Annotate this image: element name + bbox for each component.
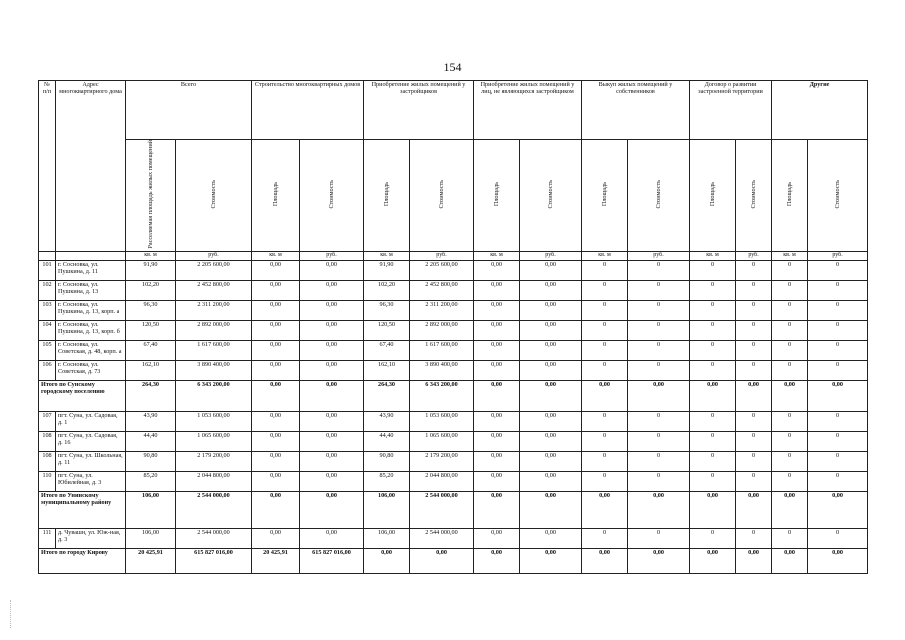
total-value: 0,00: [582, 548, 628, 573]
row-value: 2 205 600,00: [176, 260, 252, 280]
row-value: 91,90: [126, 260, 176, 280]
row-address: г. Сосновка, ул. Советская, д. 73: [56, 360, 126, 380]
row-address: пгт. Суна, ул. Садовая, д. 16: [56, 431, 126, 451]
row-value: 0: [582, 340, 628, 360]
unit-sqm: кв. м: [582, 251, 628, 260]
total-value: 0,00: [808, 380, 868, 411]
header-territory: Договор о развитии застроенной территории: [690, 81, 772, 140]
scan-edge-mark: [10, 600, 13, 628]
row-value: 0: [808, 471, 868, 491]
row-value: 0,00: [252, 411, 300, 431]
row-value: 0,00: [252, 471, 300, 491]
row-value: 0,00: [300, 431, 364, 451]
subheader-cost: Стоимость: [327, 180, 335, 209]
row-value: 1 053 600,00: [176, 411, 252, 431]
row-value: 0,00: [474, 471, 520, 491]
row-value: 44,40: [126, 431, 176, 451]
row-value: 102,20: [364, 280, 410, 300]
row-value: 43,90: [126, 411, 176, 431]
row-value: 0,00: [252, 280, 300, 300]
row-value: 0,00: [520, 260, 582, 280]
row-value: 0,00: [300, 340, 364, 360]
row-number: 107: [39, 411, 56, 431]
row-value: 0: [582, 360, 628, 380]
row-value: 96,30: [364, 300, 410, 320]
row-value: 0,00: [474, 451, 520, 471]
row-value: 0: [736, 320, 772, 340]
table-row: [39, 280, 868, 300]
row-value: 0,00: [520, 320, 582, 340]
row-number: 104: [39, 320, 56, 340]
row-number: 101: [39, 260, 56, 280]
row-value: 0: [690, 528, 736, 548]
row-value: 0,00: [252, 451, 300, 471]
row-value: 0,00: [300, 320, 364, 340]
unit-sqm: кв. м: [772, 251, 808, 260]
row-value: 3 890 400,00: [176, 360, 252, 380]
total-value: 615 827 016,00: [176, 548, 252, 573]
total-value: 0,00: [628, 380, 690, 411]
row-value: 0: [628, 411, 690, 431]
row-value: 0: [772, 431, 808, 451]
total-value: 0,00: [690, 548, 736, 573]
unit-rub: руб.: [808, 251, 868, 260]
subheader-area: Площадь: [382, 182, 390, 207]
subheader-cost: Стоимость: [749, 180, 757, 209]
unit-sqm: кв. м: [252, 251, 300, 260]
row-value: 0,00: [252, 320, 300, 340]
row-value: 162,10: [364, 360, 410, 380]
total-value: 20 425,91: [252, 548, 300, 573]
header-purchase-other: Приобретение жилых помещений у лиц, не являющихся застройщиком: [474, 81, 582, 140]
unit-rub: руб.: [520, 251, 582, 260]
row-value: 2 179 200,00: [410, 451, 474, 471]
header-buyout: Выкуп жилых помещений у собственников: [582, 81, 690, 140]
row-value: 0: [772, 528, 808, 548]
unit-rub: руб.: [628, 251, 690, 260]
table-row: [39, 528, 868, 548]
row-value: 0,00: [300, 360, 364, 380]
table-row: [39, 431, 868, 451]
total-value: 0,00: [520, 380, 582, 411]
row-value: 2 544 000,00: [176, 528, 252, 548]
unit-rub: руб.: [176, 251, 252, 260]
row-value: 120,50: [364, 320, 410, 340]
row-value: 0: [628, 320, 690, 340]
total-value: 0,00: [474, 380, 520, 411]
table-row: [39, 360, 868, 380]
total-value: 0,00: [736, 548, 772, 573]
row-value: 0,00: [300, 280, 364, 300]
row-number: 102: [39, 280, 56, 300]
row-value: 44,40: [364, 431, 410, 451]
row-value: 0,00: [474, 340, 520, 360]
row-value: 0: [808, 260, 868, 280]
header-purchase-developer: Приобретение жилых помещений у застройщиков: [364, 81, 474, 140]
row-value: 0,00: [474, 320, 520, 340]
row-value: 0: [628, 451, 690, 471]
row-value: 0,00: [300, 411, 364, 431]
unit-rub: руб.: [736, 251, 772, 260]
row-number: 106: [39, 360, 56, 380]
row-value: 0: [808, 360, 868, 380]
row-value: 0: [808, 528, 868, 548]
row-value: 0: [690, 340, 736, 360]
row-value: 2 892 000,00: [410, 320, 474, 340]
table-row: [39, 451, 868, 471]
row-value: 2 044 800,00: [176, 471, 252, 491]
row-value: 1 617 600,00: [176, 340, 252, 360]
total-value: 0,00: [474, 548, 520, 573]
total-value: 106,00: [364, 491, 410, 528]
row-value: 67,40: [126, 340, 176, 360]
row-value: 0: [582, 411, 628, 431]
total-label: Итого по Сунскому городскому поселению: [39, 380, 126, 411]
total-value: 264,30: [126, 380, 176, 411]
header-total: Всего: [126, 81, 252, 140]
row-value: 0: [690, 300, 736, 320]
row-value: 0: [628, 300, 690, 320]
subheader-area: Площадь: [600, 182, 608, 207]
row-value: 0: [772, 451, 808, 471]
row-value: 0,00: [300, 471, 364, 491]
total-value: 20 425,91: [126, 548, 176, 573]
row-value: 1 053 600,00: [410, 411, 474, 431]
row-value: 0: [772, 300, 808, 320]
row-value: 67,40: [364, 340, 410, 360]
row-value: 90,80: [126, 451, 176, 471]
row-value: 1 617 600,00: [410, 340, 474, 360]
row-value: 0,00: [474, 260, 520, 280]
row-value: 0,00: [300, 528, 364, 548]
subheader-area: Площадь: [271, 182, 279, 207]
row-value: 0,00: [474, 280, 520, 300]
row-value: 0,00: [252, 260, 300, 280]
unit-rub: руб.: [410, 251, 474, 260]
total-value: 0,00: [520, 548, 582, 573]
row-value: 0,00: [520, 300, 582, 320]
row-value: 0: [772, 320, 808, 340]
row-value: 0,00: [474, 431, 520, 451]
row-value: 2 311 200,00: [176, 300, 252, 320]
row-value: 85,20: [126, 471, 176, 491]
subheader-cost: Стоимость: [437, 180, 445, 209]
row-value: 0: [736, 300, 772, 320]
row-value: 0: [772, 471, 808, 491]
table-row: [39, 411, 868, 431]
row-value: 0: [628, 260, 690, 280]
row-number: 105: [39, 340, 56, 360]
row-number: 108: [39, 431, 56, 451]
row-value: 0: [582, 451, 628, 471]
row-value: 90,80: [364, 451, 410, 471]
row-number: 111: [39, 528, 56, 548]
total-value: 0,00: [808, 491, 868, 528]
row-value: 0: [772, 280, 808, 300]
total-value: 0,00: [520, 491, 582, 528]
total-value: 0,00: [582, 491, 628, 528]
row-address: г. Сосновка, ул. Пушкина, д. 13: [56, 280, 126, 300]
row-value: 0,00: [474, 360, 520, 380]
row-value: 0: [582, 431, 628, 451]
table-row: [39, 320, 868, 340]
total-value: 0,00: [808, 548, 868, 573]
total-value: 0,00: [474, 491, 520, 528]
row-value: 1 065 600,00: [176, 431, 252, 451]
row-value: 0: [772, 411, 808, 431]
total-value: 615 827 016,00: [300, 548, 364, 573]
row-value: 0: [582, 260, 628, 280]
row-value: 162,10: [126, 360, 176, 380]
unit-sqm: кв. м: [474, 251, 520, 260]
row-value: 0: [628, 360, 690, 380]
total-value: 0,00: [582, 380, 628, 411]
row-value: 2 311 200,00: [410, 300, 474, 320]
row-value: 0,00: [520, 528, 582, 548]
row-value: 2 452 800,00: [410, 280, 474, 300]
row-number: 103: [39, 300, 56, 320]
table-row: [39, 340, 868, 360]
row-value: 2 452 800,00: [176, 280, 252, 300]
row-value: 120,50: [126, 320, 176, 340]
row-value: 0: [736, 280, 772, 300]
total-value: 106,00: [126, 491, 176, 528]
table-row: [39, 471, 868, 491]
row-value: 0: [690, 320, 736, 340]
resettlement-table: [38, 80, 868, 574]
subheader-cost: Стоимость: [209, 180, 217, 209]
row-value: 0: [690, 431, 736, 451]
row-value: 0,00: [300, 451, 364, 471]
total-value: 6 343 200,00: [410, 380, 474, 411]
total-value: 0,00: [690, 380, 736, 411]
total-value: 0,00: [772, 380, 808, 411]
row-address: пгт. Суна, ул. Садовая, д. 1: [56, 411, 126, 431]
total-value: 0,00: [300, 491, 364, 528]
row-value: 85,20: [364, 471, 410, 491]
row-value: 2 044 800,00: [410, 471, 474, 491]
row-value: 0: [690, 360, 736, 380]
row-value: 43,90: [364, 411, 410, 431]
row-value: 0: [808, 411, 868, 431]
total-value: 0,00: [736, 380, 772, 411]
subheader-area: Площадь: [708, 182, 716, 207]
subheader-cost: Стоимость: [546, 180, 554, 209]
row-value: 2 205 600,00: [410, 260, 474, 280]
row-value: 102,20: [126, 280, 176, 300]
table-row: [39, 300, 868, 320]
unit-sqm: кв. м: [690, 251, 736, 260]
row-value: 0: [736, 451, 772, 471]
row-value: 0,00: [252, 340, 300, 360]
row-value: 0: [690, 260, 736, 280]
row-address: пгт. Суна, ул. Школьная, д. 11: [56, 451, 126, 471]
total-label: Итого по Унинскому муниципальному району: [39, 491, 126, 528]
row-value: 0: [690, 280, 736, 300]
subheader-cost: Стоимость: [833, 180, 841, 209]
row-address: г. Сосновка, ул. Пушкина, д. 13, корп. б: [56, 320, 126, 340]
total-row: [39, 491, 868, 528]
row-value: 0: [736, 471, 772, 491]
row-value: 0,00: [520, 280, 582, 300]
row-value: 0: [582, 300, 628, 320]
row-value: 2 892 000,00: [176, 320, 252, 340]
total-value: 2 544 000,00: [176, 491, 252, 528]
row-value: 0: [772, 340, 808, 360]
total-value: 0,00: [410, 548, 474, 573]
header-address: Адрес многоквартирного дома: [56, 81, 126, 252]
row-address: г. Сосновка, ул. Пушкина, д. 11: [56, 260, 126, 280]
row-number: 110: [39, 471, 56, 491]
total-value: 6 343 200,00: [176, 380, 252, 411]
row-value: 0: [772, 260, 808, 280]
row-value: 0: [582, 280, 628, 300]
row-value: 0: [628, 340, 690, 360]
row-value: 0: [582, 320, 628, 340]
row-value: 0: [628, 528, 690, 548]
row-address: г. Сосновка, ул. Советская, д. 48, корп. а: [56, 340, 126, 360]
row-value: 0,00: [252, 528, 300, 548]
row-value: 0: [628, 471, 690, 491]
unit-rub: руб.: [300, 251, 364, 260]
total-value: 0,00: [252, 380, 300, 411]
row-value: 106,00: [364, 528, 410, 548]
row-value: 0,00: [300, 300, 364, 320]
page-number: 154: [443, 60, 462, 74]
header-other: Другие: [772, 81, 868, 140]
subheader-cost: Стоимость: [654, 180, 662, 209]
row-value: 0: [808, 451, 868, 471]
subheader-area: Площадь: [492, 182, 500, 207]
row-value: 0: [808, 340, 868, 360]
total-value: 2 544 000,00: [410, 491, 474, 528]
unit-sqm: кв. м: [364, 251, 410, 260]
total-value: 0,00: [300, 380, 364, 411]
row-value: 96,30: [126, 300, 176, 320]
total-value: 0,00: [364, 548, 410, 573]
row-value: 0,00: [252, 300, 300, 320]
row-value: 0: [808, 300, 868, 320]
row-value: 3 890 400,00: [410, 360, 474, 380]
row-value: 0,00: [252, 360, 300, 380]
row-value: 1 065 600,00: [410, 431, 474, 451]
total-row: [39, 548, 868, 573]
row-value: 0: [582, 471, 628, 491]
row-value: 0: [808, 431, 868, 451]
row-value: 0: [690, 471, 736, 491]
subheader-area: Площадь: [785, 182, 793, 207]
row-value: 2 179 200,00: [176, 451, 252, 471]
row-value: 0,00: [252, 431, 300, 451]
row-address: д. Чувашн, ул. Юж-ная, д. 3: [56, 528, 126, 548]
row-value: 0,00: [520, 451, 582, 471]
row-value: 0,00: [474, 528, 520, 548]
total-value: 0,00: [628, 491, 690, 528]
row-value: 0,00: [474, 411, 520, 431]
row-value: 0,00: [520, 360, 582, 380]
row-value: 0,00: [520, 411, 582, 431]
row-value: 0,00: [520, 471, 582, 491]
row-value: 0: [736, 260, 772, 280]
total-row: [39, 380, 868, 411]
row-value: 0: [772, 360, 808, 380]
row-value: 0: [736, 431, 772, 451]
total-value: 0,00: [736, 491, 772, 528]
row-value: 2 544 000,00: [410, 528, 474, 548]
total-label: Итого по городу Кирову: [39, 548, 126, 573]
row-value: 0,00: [520, 431, 582, 451]
total-value: 0,00: [772, 548, 808, 573]
table-body: [39, 260, 868, 573]
row-value: 0: [628, 280, 690, 300]
total-value: 264,30: [364, 380, 410, 411]
row-value: 0: [690, 411, 736, 431]
unit-sqm: кв. м: [126, 251, 176, 260]
row-number: 108: [39, 451, 56, 471]
total-value: 0,00: [628, 548, 690, 573]
row-value: 0,00: [300, 260, 364, 280]
total-value: 0,00: [690, 491, 736, 528]
row-value: 0,00: [474, 300, 520, 320]
header-construction: Строительство многоквартирных домов: [252, 81, 364, 140]
row-value: 0: [736, 528, 772, 548]
row-value: 106,00: [126, 528, 176, 548]
row-address: пгт. Суна, ул. Юбилейная, д. 3: [56, 471, 126, 491]
row-value: 0: [582, 528, 628, 548]
header-no: № п/п: [39, 81, 56, 252]
row-value: 0: [736, 340, 772, 360]
table-row: [39, 260, 868, 280]
row-value: 0: [736, 411, 772, 431]
row-value: 0: [736, 360, 772, 380]
row-value: 0,00: [520, 340, 582, 360]
row-value: 0: [690, 451, 736, 471]
row-value: 0: [628, 431, 690, 451]
subheader-area-total: Расселяемая площадь жилых помещений: [146, 140, 154, 249]
row-value: 91,90: [364, 260, 410, 280]
row-value: 0: [808, 320, 868, 340]
row-value: 0: [808, 280, 868, 300]
total-value: 0,00: [252, 491, 300, 528]
row-address: г. Сосновка, ул. Пушкина, д. 13, корп. а: [56, 300, 126, 320]
total-value: 0,00: [772, 491, 808, 528]
